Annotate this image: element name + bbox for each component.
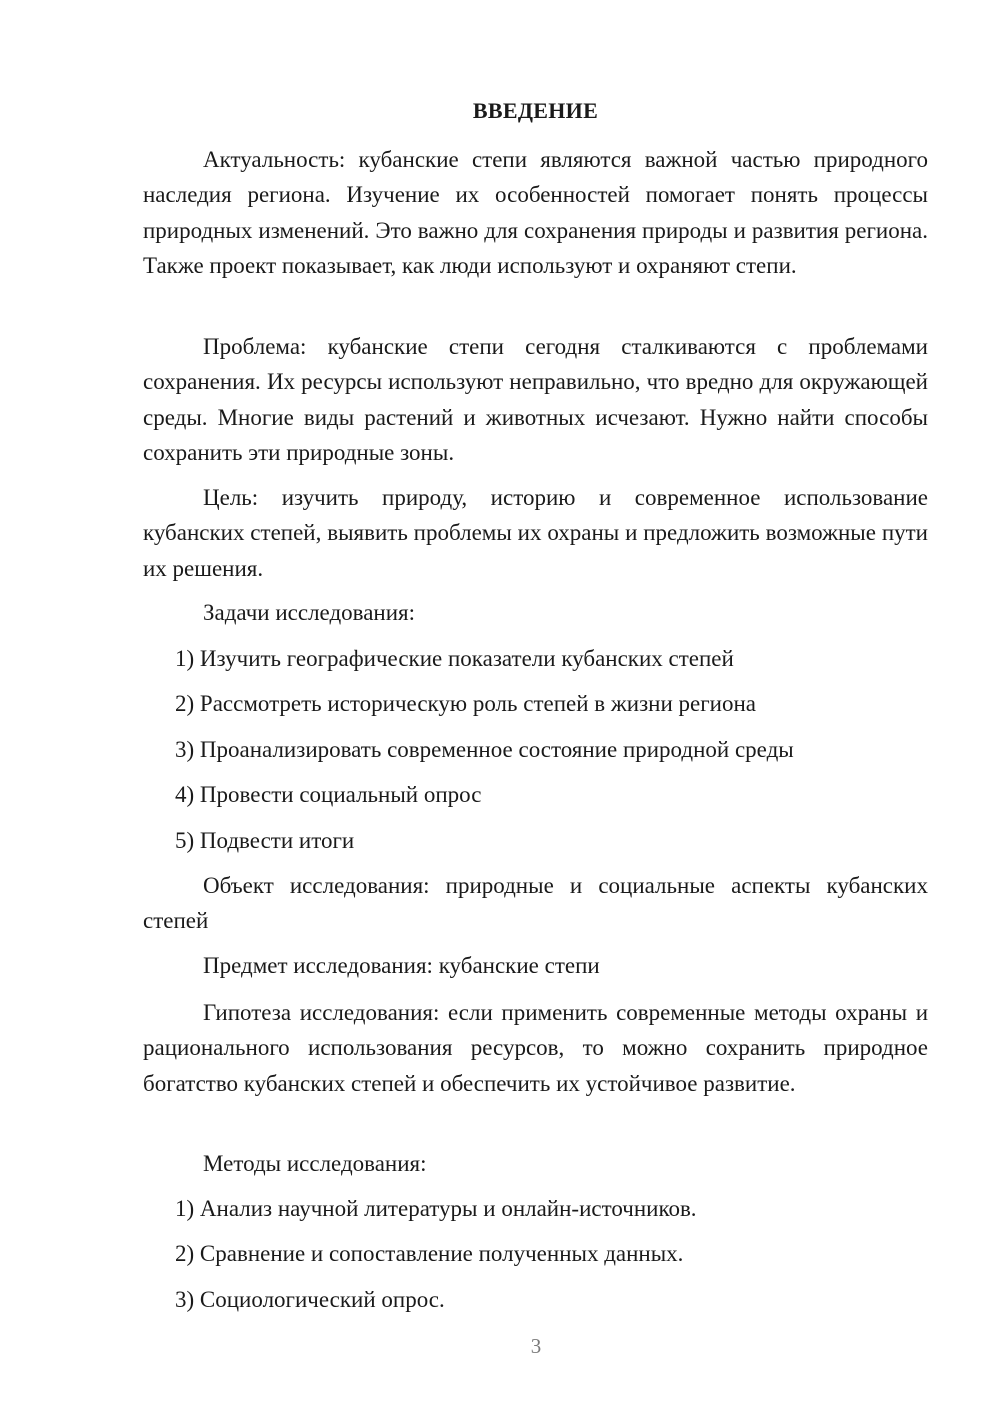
methods-title: Методы исследования: xyxy=(203,1151,427,1176)
hypothesis-paragraph: Гипотеза исследования: если применить современные методы охраны и рационального использования ресурсов, то можно сохранить природное богатство кубанских степей и обеспечить их устойчивое развитие. xyxy=(143,1000,928,1096)
task-item: 5) Подвести итоги xyxy=(175,828,355,853)
object-paragraph: Объект исследования: природные и социальные аспекты кубанских степей xyxy=(143,873,928,934)
relevance-paragraph: Актуальность: кубанские степи являются важной частью природного наследия региона. Изучение их особенностей помогает понять процессы природных изменений. Это важно для сохранения природы и развития региона. Также проект показывает, как люди используют и охраняют степи. xyxy=(143,147,928,278)
task-item: 1) Изучить географические показатели кубанских степей xyxy=(175,646,734,671)
page-number: 3 xyxy=(530,1334,542,1358)
problem-paragraph: Проблема: кубанские степи сегодня сталкиваются с проблемами сохранения. Их ресурсы используют неправильно, что вредно для окружающей среды. Многие виды растений и животных исчезают. Нужно найти способы сохранить эти природные зоны. xyxy=(143,334,928,465)
tasks-title: Задачи исследования: xyxy=(203,600,416,625)
section-heading: ВВЕДЕНИЕ xyxy=(472,98,599,123)
method-item: 2) Сравнение и сопоставление полученных данных. xyxy=(175,1241,684,1266)
method-item: 3) Социологический опрос. xyxy=(175,1287,445,1312)
task-item: 2) Рассмотреть историческую роль степей в жизни региона xyxy=(175,691,757,716)
subject-paragraph: Предмет исследования: кубанские степи xyxy=(203,953,600,978)
goal-paragraph: Цель: изучить природу, историю и современное использование кубанских степей, выявить проблемы их охраны и предложить возможные пути их решения. xyxy=(143,485,928,581)
method-item: 1) Анализ научной литературы и онлайн-источников. xyxy=(175,1196,697,1221)
task-item: 3) Проанализировать современное состояние природной среды xyxy=(175,737,794,762)
task-item: 4) Провести социальный опрос xyxy=(175,782,482,807)
